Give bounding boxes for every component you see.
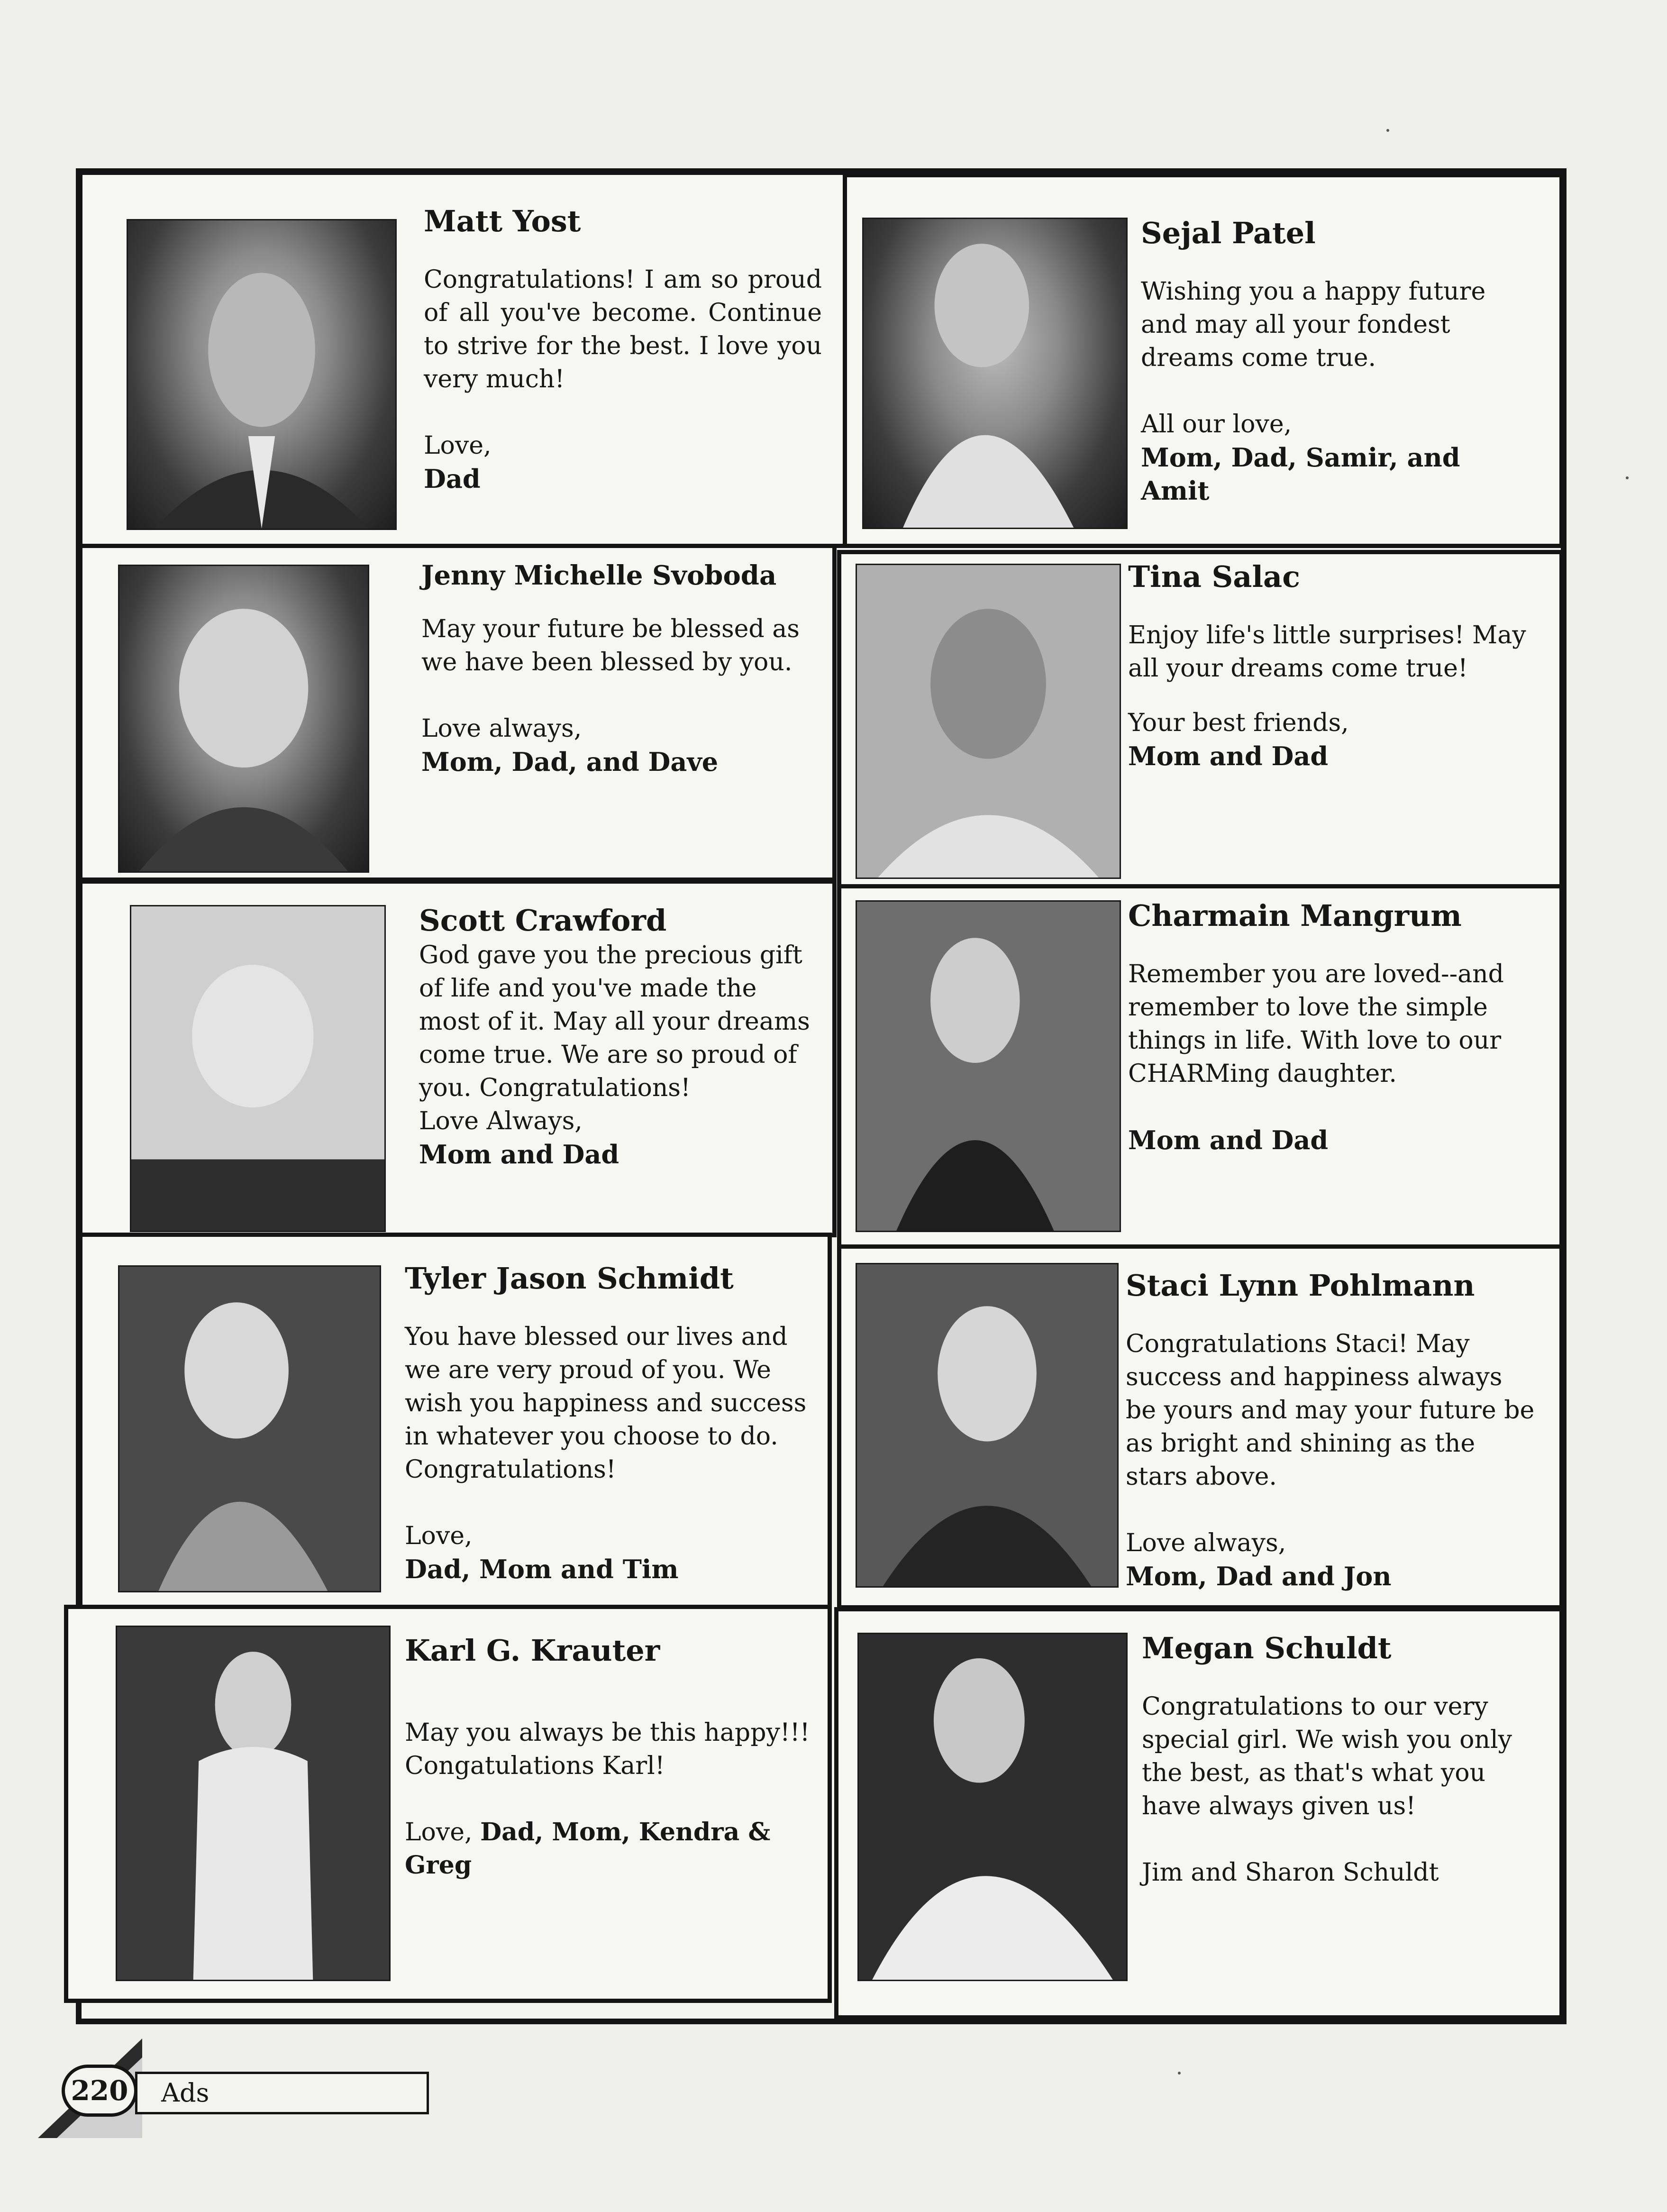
ad-signature: Dad: [424, 464, 481, 494]
ad-text: [405, 1633, 812, 1882]
ad-text: [1126, 1268, 1538, 1593]
student-name: Karl G. Krauter: [405, 1633, 660, 1668]
ad-closing: All our love,: [1141, 410, 1292, 439]
ad-signature: Mom, Dad, and Dave: [421, 747, 719, 777]
portrait-photo: [856, 900, 1121, 1232]
ad-card: [843, 173, 1564, 548]
portrait-photo: [118, 1265, 381, 1592]
ad-message: Congratulations! I am so proud of all you've become. Continue to strive for the best. I love you very much!: [424, 265, 822, 393]
student-name: Staci Lynn Pohlmann: [1126, 1268, 1475, 1303]
ad-message: You have blessed our lives and we are very proud of you. We wish you happiness and success in whatever you choose to do. Congratulations!: [405, 1323, 807, 1484]
student-name: Tyler Jason Schmidt: [405, 1261, 734, 1296]
portrait-photo: [857, 1633, 1128, 1981]
ad-card: [837, 550, 1564, 888]
student-name: Scott Crawford: [419, 903, 667, 938]
ad-card: [837, 884, 1564, 1249]
student-name: Sejal Patel: [1141, 216, 1316, 250]
ad-signature: Mom, Dad and Jon: [1126, 1561, 1392, 1591]
portrait-photo: [856, 564, 1121, 879]
section-label: Ads: [135, 2072, 429, 2114]
ad-text: [1141, 215, 1530, 507]
ad-text: [1142, 1630, 1535, 1889]
ad-signature: Mom and Dad: [419, 1139, 619, 1170]
ad-text: [419, 903, 817, 1171]
ad-closing: Love,: [405, 1818, 473, 1846]
portrait-photo: [118, 565, 369, 873]
ad-text: [1128, 559, 1540, 773]
ad-card: [78, 544, 837, 882]
student-name: Megan Schuldt: [1142, 1631, 1392, 1665]
ad-message: Enjoy life's little surprises! May all your dreams come true!: [1128, 621, 1526, 683]
scan-speck: [1386, 129, 1389, 132]
ad-message: May your future be blessed as we have been blessed by you.: [421, 615, 800, 676]
ad-closing: Love,: [424, 431, 492, 460]
page-number: 220: [62, 2065, 137, 2117]
ad-card: [64, 1605, 832, 2003]
portrait-photo: [130, 905, 386, 1232]
ad-closing-signature: [405, 1816, 812, 1882]
student-name: Charmain Mangrum: [1128, 898, 1462, 933]
portrait-photo: [127, 219, 397, 530]
ad-message: Wishing you a happy future and may all your fondest dreams come true.: [1141, 277, 1486, 372]
portrait-photo: [116, 1626, 391, 1981]
ad-signature: Dad, Mom, Kendra & Greg: [405, 1818, 771, 1880]
student-name: Jenny Michelle Svoboda: [421, 560, 777, 591]
scan-speck: [1626, 476, 1629, 479]
ad-closing: Love,: [405, 1522, 473, 1550]
ad-signature: Mom and Dad: [1128, 741, 1329, 771]
ad-message: God gave you the precious gift of life and you've made the most of it. May all your dreams come true. We are so proud of you. Congratulations!: [419, 941, 810, 1102]
ad-signature: Mom, Dad, Samir, and Amit: [1141, 442, 1460, 506]
ad-text: [405, 1261, 812, 1586]
portrait-photo: [856, 1263, 1119, 1588]
student-name: Matt Yost: [424, 204, 581, 238]
ad-message: Congratulations to our very special girl. We wish you only the best, as that's what you have always given us!: [1142, 1692, 1512, 1820]
ad-message: May you always be this happy!!! Congatulations Karl!: [405, 1718, 810, 1780]
ad-closing: Love always,: [421, 714, 582, 743]
ad-card: [837, 1244, 1564, 1609]
portrait-photo: [862, 218, 1128, 529]
student-name: Tina Salac: [1128, 559, 1300, 594]
ad-signature: Mom and Dad: [1128, 1125, 1329, 1155]
ad-signature: Dad, Mom and Tim: [405, 1554, 679, 1584]
ad-card: [78, 879, 837, 1237]
ad-text: [424, 203, 822, 495]
ad-text: [1128, 898, 1540, 1157]
ad-card: [78, 1233, 832, 1609]
scan-speck: [1178, 2072, 1181, 2075]
ad-signature: Jim and Sharon Schuldt: [1142, 1858, 1439, 1887]
ad-message: Remember you are loved--and remember to love the simple things in life. With love to our CHARMing daughter.: [1128, 960, 1504, 1088]
ad-closing: Your best friends,: [1128, 709, 1349, 737]
ad-card: [78, 171, 847, 548]
ad-text: [421, 558, 824, 778]
ad-closing: Love always,: [1126, 1529, 1286, 1557]
ad-message: Congratulations Staci! May success and happiness always be yours and may your future be as bright and shining as the stars above.: [1126, 1330, 1535, 1491]
ad-card: [834, 1607, 1564, 2020]
ad-closing: Love Always,: [419, 1107, 583, 1135]
